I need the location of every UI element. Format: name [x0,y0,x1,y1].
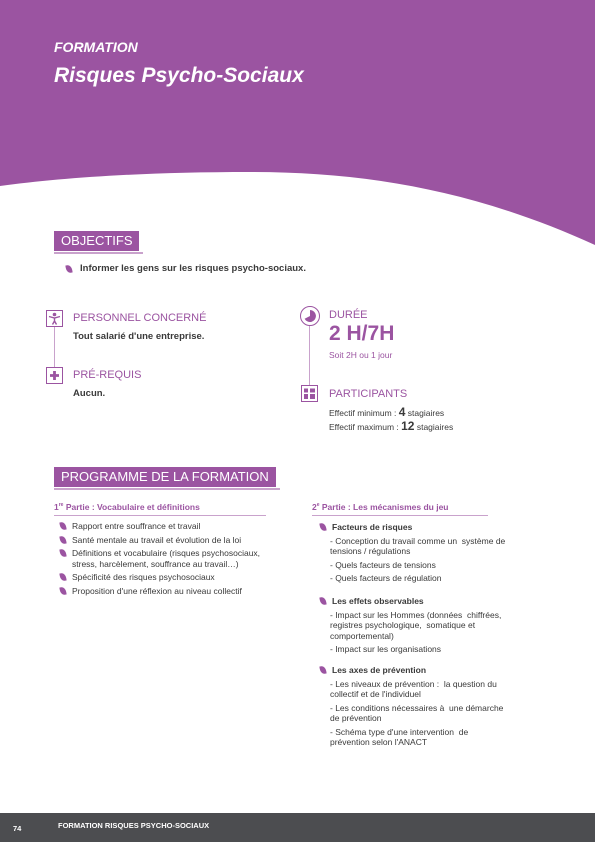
list-item-text: Proposition d'une réflexion au niveau collectif [72,585,242,596]
header-banner [0,0,595,245]
programme-tag: PROGRAMME DE LA FORMATION [54,467,276,487]
objectifs-item [66,263,306,274]
group-title [320,596,510,607]
effectif-min [329,405,444,419]
personnel-text: Tout salarié d'une entreprise. [73,331,205,342]
part1-list [59,521,284,599]
part2-group-effets [320,596,510,658]
part1-sup: re [58,502,64,509]
list-item [59,521,284,532]
duree-label: DURÉE [329,309,368,321]
group-title-text: Facteurs de risques [332,522,413,532]
list-item [59,535,284,546]
effectif-max-value: 12 [401,419,415,433]
effectif-max [329,419,453,433]
leaf-bullet-icon [59,586,66,595]
list-item-text: Santé mentale au travail et évolution de la loi [72,534,242,545]
group-items [320,610,510,655]
part1-title: Partie : Vocabulaire et définitions [63,502,200,512]
person-icon [46,310,63,327]
part2-sup: e [316,502,320,509]
group-item: - Conception du travail comme un système de tensions / régulations [330,535,506,556]
group-item: - Impact sur les organisations [330,644,442,654]
group-item: - Les niveaux de prévention : la question du collectif et de l'individuel [330,678,497,699]
page-number: 74 [13,824,22,833]
group-title-text: Les effets observables [332,596,424,606]
group-item: - Schéma type d'une intervention de prévention selon l'ANACT [330,726,469,747]
duree-value: 2 H/7H [329,322,395,345]
leaf-bullet-icon [59,535,66,544]
part2-heading [312,502,488,516]
list-item [59,548,284,569]
part1-heading [54,502,266,516]
group-title [320,665,510,676]
group-item: - Quels facteurs de tensions [330,559,436,570]
group-items [320,679,510,748]
footer-bar [0,813,595,842]
list-item [59,586,284,597]
list-item-text: Définitions et vocabulaire (risques psychosociaux, stress, harcèlement, souffrance au travail…) [72,548,261,569]
clock-icon [300,306,320,326]
leaf-bullet-icon [59,573,66,582]
part1-num: 1 [54,502,59,512]
leaf-bullet-icon [59,549,66,558]
prerequis-label: PRÉ-REQUIS [73,369,142,381]
part2-group-prevention [320,665,510,751]
group-title [320,522,510,533]
objectifs-text: Informer les gens sur les risques psycho-sociaux. [80,263,306,274]
effectif-min-suffix: stagiaires [405,408,445,418]
leaf-bullet-icon [65,264,72,273]
effectif-min-value: 4 [398,405,406,419]
leaf-bullet-icon [319,666,326,675]
page-title: Risques Psycho-Sociaux [54,64,304,87]
group-item: - Impact sur les Hommes (données chiffrées, registres psychologique, somatique et comportemental) [330,609,502,641]
leaf-bullet-icon [319,523,326,532]
participants-icon [301,385,318,402]
part2-group-facteurs [320,522,510,587]
effectif-max-prefix: Effectif maximum : [329,422,402,432]
duree-sub: Soit 2H ou 1 jour [329,350,393,360]
leaf-bullet-icon [59,522,66,531]
group-item: - Les conditions nécessaires à une démarche de prévention [330,702,504,723]
effectif-max-suffix: stagiaires [414,422,454,432]
leaf-bullet-icon [319,597,326,606]
prerequis-text: Aucun. [73,388,106,399]
list-item [59,572,284,583]
header-wave-shape [0,0,595,245]
plus-icon [46,367,63,384]
objectifs-tag: OBJECTIFS [54,231,139,251]
footer-title: FORMATION RISQUES PSYCHO-SOCIAUX [58,821,210,830]
part2-num: 2 [312,502,317,512]
participants-label: PARTICIPANTS [329,388,408,400]
group-item: - Quels facteurs de régulation [330,573,442,583]
right-timeline-divider [309,320,310,392]
list-item-text: Spécificité des risques psychosociaux [72,572,215,582]
group-title-text: Les axes de prévention [332,665,427,675]
part2-title: Partie : Les mécanismes du jeu [319,502,449,512]
list-item-text: Rapport entre souffrance et travail [72,521,201,531]
group-items [320,536,510,584]
header-kicker: FORMATION [54,39,138,55]
effectif-min-prefix: Effectif minimum : [329,408,399,418]
personnel-label: PERSONNEL CONCERNÉ [73,312,207,324]
